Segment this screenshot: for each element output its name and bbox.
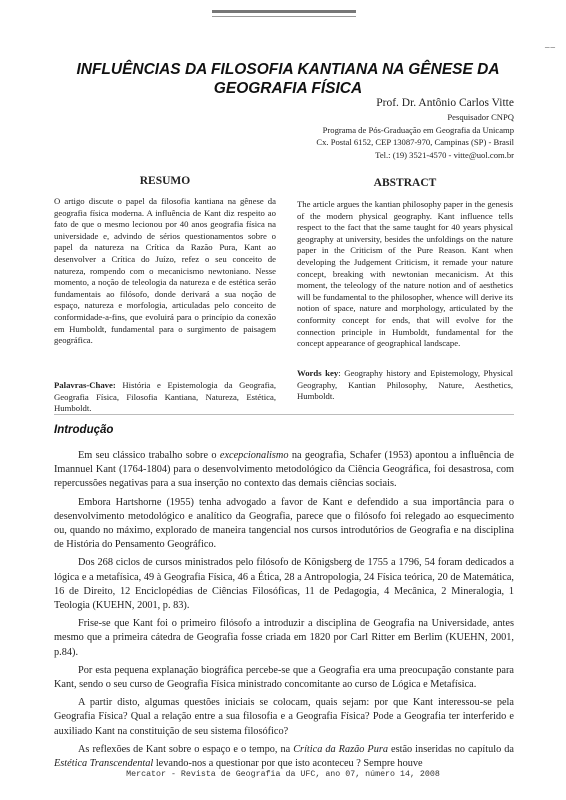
text-run: estão inseridas no capítulo da xyxy=(388,743,514,755)
paragraph: Dos 268 ciclos de cursos ministrados pelo filósofo de Königsberg de 1755 a 1796, 54 foram dedicados a lógica e a metafísica, 49 à Geografia Física, 46 a Ética, 28 a Antropologia, 24 Física teórica, 20 de Matemática, 16 de Direito, 12 Enciclopédias de Ciências Filosóficas, 11 de Pedagogia, 4 Mecânica, 2 Mineralogia, 1 Teologia (KUEHN, 2001, p. 83). xyxy=(54,557,514,612)
title-line-2: GEOGRAFIA FÍSICA xyxy=(213,80,363,97)
text-run: levando-nos a questionar por que isto aconteceu ? Sempre houve xyxy=(153,758,423,770)
abstract-text: The article argues the kantian philosophy paper in the genesis of the modern physical geography. Kant influence tells respect to the fact that the same taught for 40 years physical geography at university, besides the unfoldings on the nature paper in the Criticism of the Pure Reason. Kant when developing the Judgement Criticism, it remade your nature concept, breaking with newtonian mecanicism. At this moment, the teleology of the nature notion and of aesthetics will be fundamental to the philosopher, whence will derive its notion of space, nature and morphology, articulated by the conformity concept for ends, that will evolve for the connection principle in Humboldt, fundamental for the concept appearance of geographical landscape. xyxy=(297,199,513,349)
author-affiliation-2: Programa de Pós-Graduação em Geografia da Unicamp xyxy=(322,124,514,135)
abstract-keywords xyxy=(297,368,513,403)
intro-heading: Introdução xyxy=(54,424,114,436)
paragraph: Frise-se que Kant foi o primeiro filósofo a introduzir a disciplina de Geografia na Universidade, antes mesmo que a primeira cátedra de Geografia fosse criada em 1820 por Carl Ritter em Berlim (KUEHN, 2001, p.84). xyxy=(54,618,514,658)
resumo-keywords-label: Palavras-Chave: xyxy=(54,380,116,390)
corner-mark: –– xyxy=(545,42,556,52)
resumo-heading: RESUMO xyxy=(139,175,191,187)
resumo-section xyxy=(54,175,276,347)
author-contact: Tel.: (19) 3521-4570 - vitte@uol.com.br xyxy=(375,149,514,160)
author-name: Prof. Dr. Antônio Carlos Vitte xyxy=(376,97,514,109)
author-block xyxy=(316,96,514,161)
resumo-keywords xyxy=(54,380,276,415)
author-address: Cx. Postal 6152, CEP 13087-970, Campinas (SP) - Brasil xyxy=(316,137,514,147)
abstract-keywords-text: : Geography history and Epistemology, Physical Geography, Kantian Philosophy, Nature, Aesthetics, Humboldt. xyxy=(297,368,513,402)
author-affiliation-1: Pesquisador CNPQ xyxy=(447,112,514,122)
paragraph xyxy=(54,449,514,492)
header-rule xyxy=(212,10,356,13)
page-footer: Mercator - Revista de Geografia da UFC, ano 07, número 14, 2008 xyxy=(126,770,440,779)
section-divider xyxy=(54,414,514,415)
emphasis: Estética Transcendental xyxy=(54,758,154,770)
emphasis: Crítica da Razão Pura xyxy=(293,743,389,755)
intro-body xyxy=(54,449,514,775)
paragraph xyxy=(54,743,514,771)
resumo-text: O artigo discute o papel da filosofia kantiana na gênese da geografia física moderna. A influência de Kant diz respeito ao fato de que o mesmo lecionou por 40 anos geografia física na universidade e, advindo de sérios questionamentos sobre o papel da natureza na Crítica da Razão Pura, Kant ao desenvolver a Crítica do Juízo, refez o seu conceito de natureza, rompendo com o mecanicismo newtoniano. Nesse momento, a noção de teleologia da natureza e de estética serão fundamentais ao filósofo, donde derivará a sua noção de espaço, natureza e morfologia, articuladas pelo conceito de conformidade-a-fins, que evoluirá para o princípio da conexão em Humboldt, fundamental para o surgimento de paisagem geográfica. xyxy=(54,196,276,346)
header-rule-thin xyxy=(212,16,356,17)
text-run: Em seu clássico trabalho sobre o xyxy=(78,450,220,461)
text-run: na geografia, Schafer (1953) apontou a influência de Imannuel Kant (1764-1804) para o desenvolvimento metodológico da Ciência Geográfica, foi desastrosa, com repercussões negativas para a sua inserção no contexto das demais ciências sociais. xyxy=(54,450,514,490)
abstract-section xyxy=(297,175,513,350)
paragraph: Por esta pequena explanação biográfica percebe-se que a Geografia era uma preocupação constante para Kant, sendo o seu curso de Geografia Física ministrado concomitante ao curso de Lógica e Metafísica. xyxy=(54,664,514,691)
abstract-heading: ABSTRACT xyxy=(373,177,437,189)
emphasis: excepcionalismo xyxy=(219,450,289,461)
paragraph: A partir disto, algumas questões iniciais se colocam, quais sejam: por que Kant interessou-se pela Geografia Física? Qual a relação entre a sua filosofia e a Geografia Física? Pode a Geografia ter interferido e auxiliado Kant na constituição de seu sistema filosófico? xyxy=(54,697,514,737)
title-line-1: INFLUÊNCIAS DA FILOSOFIA KANTIANA NA GÊNESE DA xyxy=(76,61,500,78)
paragraph: Embora Hartshorne (1955) tenha advogado a favor de Kant e defendido a sua importância para o desenvolvimento metodológico e analítico da Geografia, parece que o filósofo foi relegado ao esquecimento ou, quando no máximo, explorado de maneira tangencial nos cursos introdutórios de Geografia e na disciplina de História do Pensamento Geográfico. xyxy=(54,496,514,551)
abstract-keywords-label: Words key xyxy=(297,368,339,378)
resumo-keywords-text: História e Epistemologia da Geografia, Geografia Física, Filosofia Kantiana, Natureza, Estética, Humboldt. xyxy=(54,380,276,414)
article-title xyxy=(60,60,516,98)
text-run: As reflexões de Kant sobre o espaço e o tempo, na xyxy=(78,743,294,755)
